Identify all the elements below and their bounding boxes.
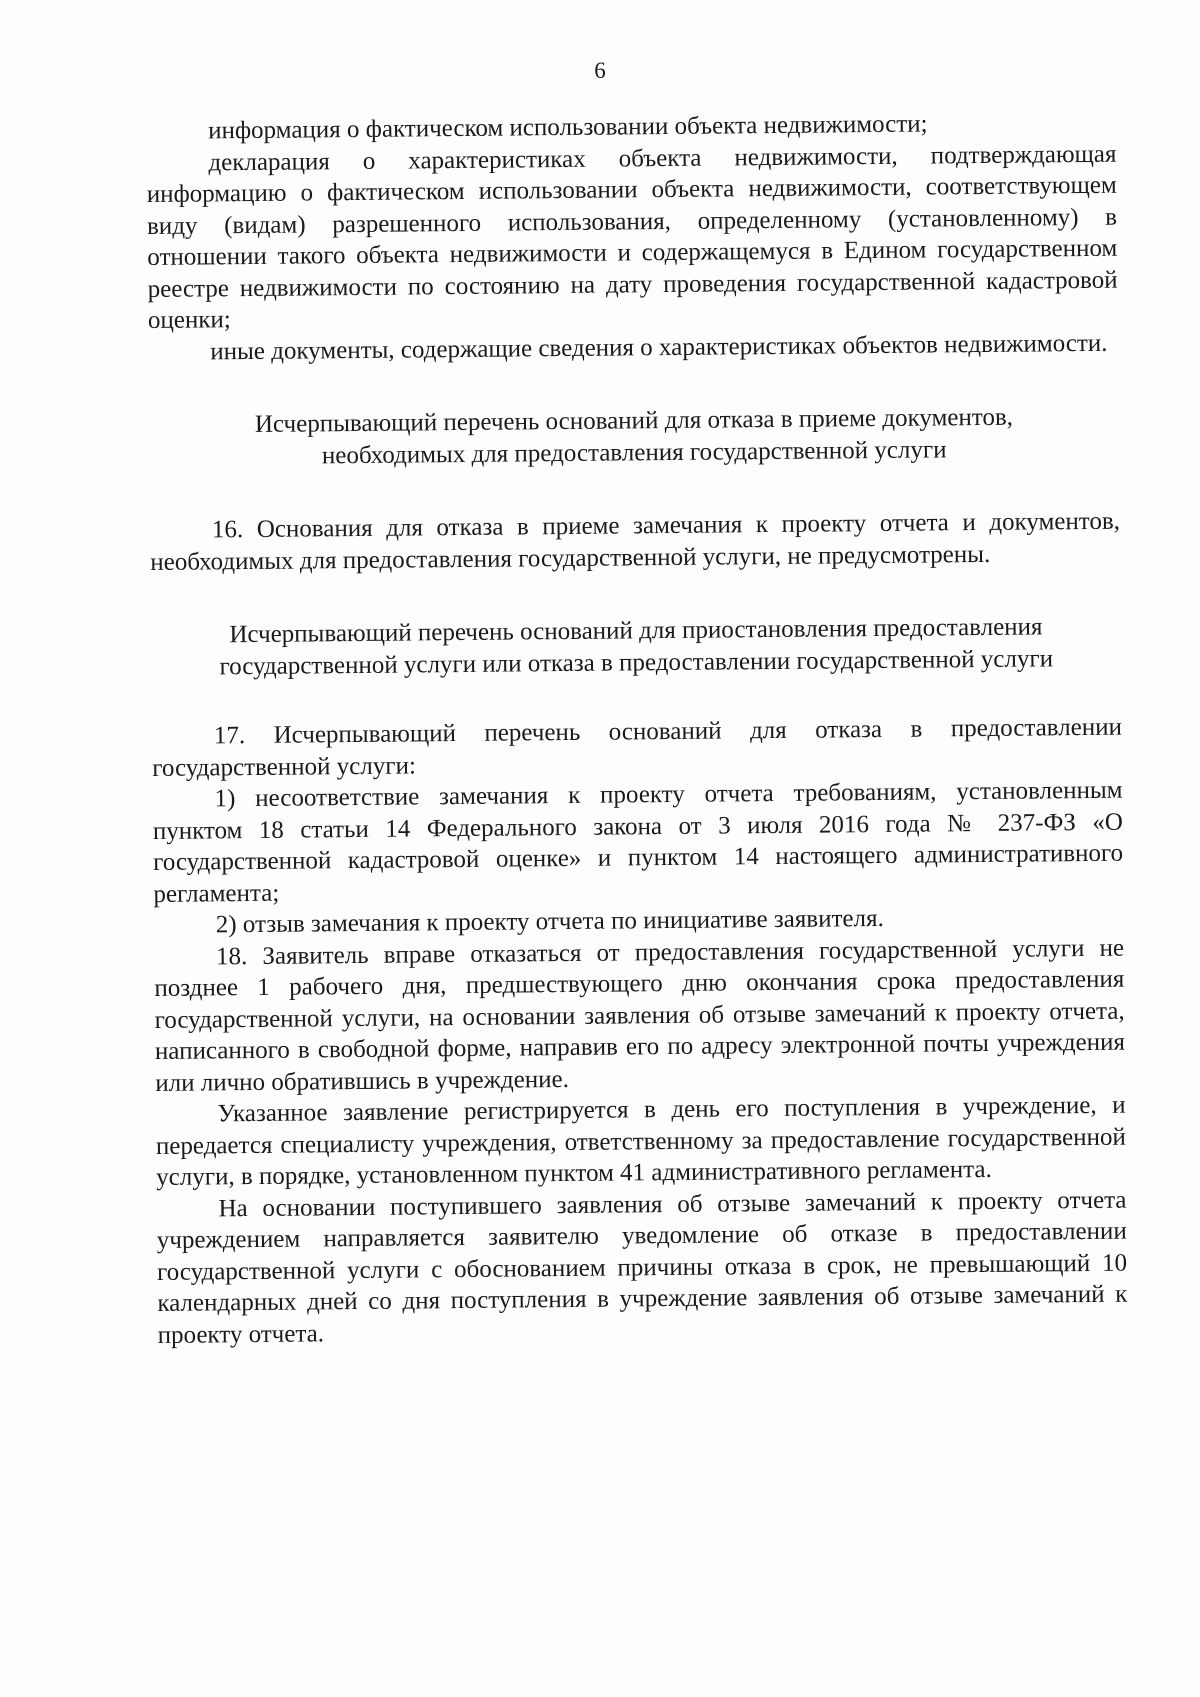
section-heading-suspension-line2: государственной услуги или отказа в предоставлении государственной услуги [219, 644, 1054, 680]
paragraph-16: 16. Основания для отказа в приеме замечания к проекту отчета и документов, необходимых для предоставления государственной услуги, не предусмотрены. [150, 507, 1121, 576]
page-number: 6 [594, 58, 606, 83]
paragraph-other-documents: иные документы, содержащие сведения о характеристиках объектов недвижимости. [210, 329, 1108, 365]
section-heading-refusal-acceptance-line1: Исчерпывающий перечень оснований для отказа в приеме документов, [254, 403, 1014, 438]
paragraph-17-item-2: 2) отзыв замечания к проекту отчета по инициативе заявителя. [215, 904, 884, 939]
paragraph-declaration: декларация о характеристиках объекта недвижимости, подтверждающая информацию о фактическом использовании объекта недвижимости, соответствующем виду (видам) разрешенного использования, определенному (установленному) в отношении такого объекта недвижимости и содержащемуся в Едином государственном реестре недвижимости по состоянию на дату проведения государственной кадастровой оценки; [146, 140, 1118, 334]
paragraph-actual-use-info: информация о фактическом использовании объекта недвижимости; [208, 110, 928, 145]
section-heading-suspension-line1: Исчерпывающий перечень оснований для приостановления предоставления [229, 613, 1043, 649]
section-heading-refusal-acceptance-line2: необходимых для предоставления государственной услуги [321, 435, 947, 469]
paragraph-18-notification: На основании поступившего заявления об отзыве замечаний к проекту отчета учреждением направляется заявителю уведомление об отказе в предоставлении государственной услуги с обоснованием причины отказа в срок, не превышающий 10 календарных дней со дня поступления в учреждение заявления об отзыве замечаний к проекту отчета. [156, 1186, 1128, 1349]
paragraph-18-registration: Указанное заявление регистрируется в день его поступления в учреждение, и передается специалисту учреждения, ответственному за предоставление государственной услуги, в порядке, установленном пунктом 41 административного регламента. [155, 1091, 1126, 1191]
paragraph-18: 18. Заявитель вправе отказаться от предоставления государственной услуги не позднее 1 рабочего дня, предшествующего дню окончания срока предоставления государственной услуги, на основании заявления об отзыве замечаний к проекту отчета, написанного в свободной форме, направив его по адресу электронной почты учреждения или лично обратившись в учреждение. [154, 934, 1126, 1097]
paragraph-17: 17. Исчерпывающий перечень оснований для отказа в предоставлении государственной услуги: [152, 713, 1123, 782]
document-body [146, 107, 1128, 1351]
paragraph-17-item-1: 1) несоответствие замечания к проекту отчета требованиям, установленным пунктом 18 статьи 14 Федерального закона от 3 июля 2016 года № 237-ФЗ «О государственной кадастровой оценке» и пунктом 14 настоящего административного регламента; [152, 776, 1124, 908]
